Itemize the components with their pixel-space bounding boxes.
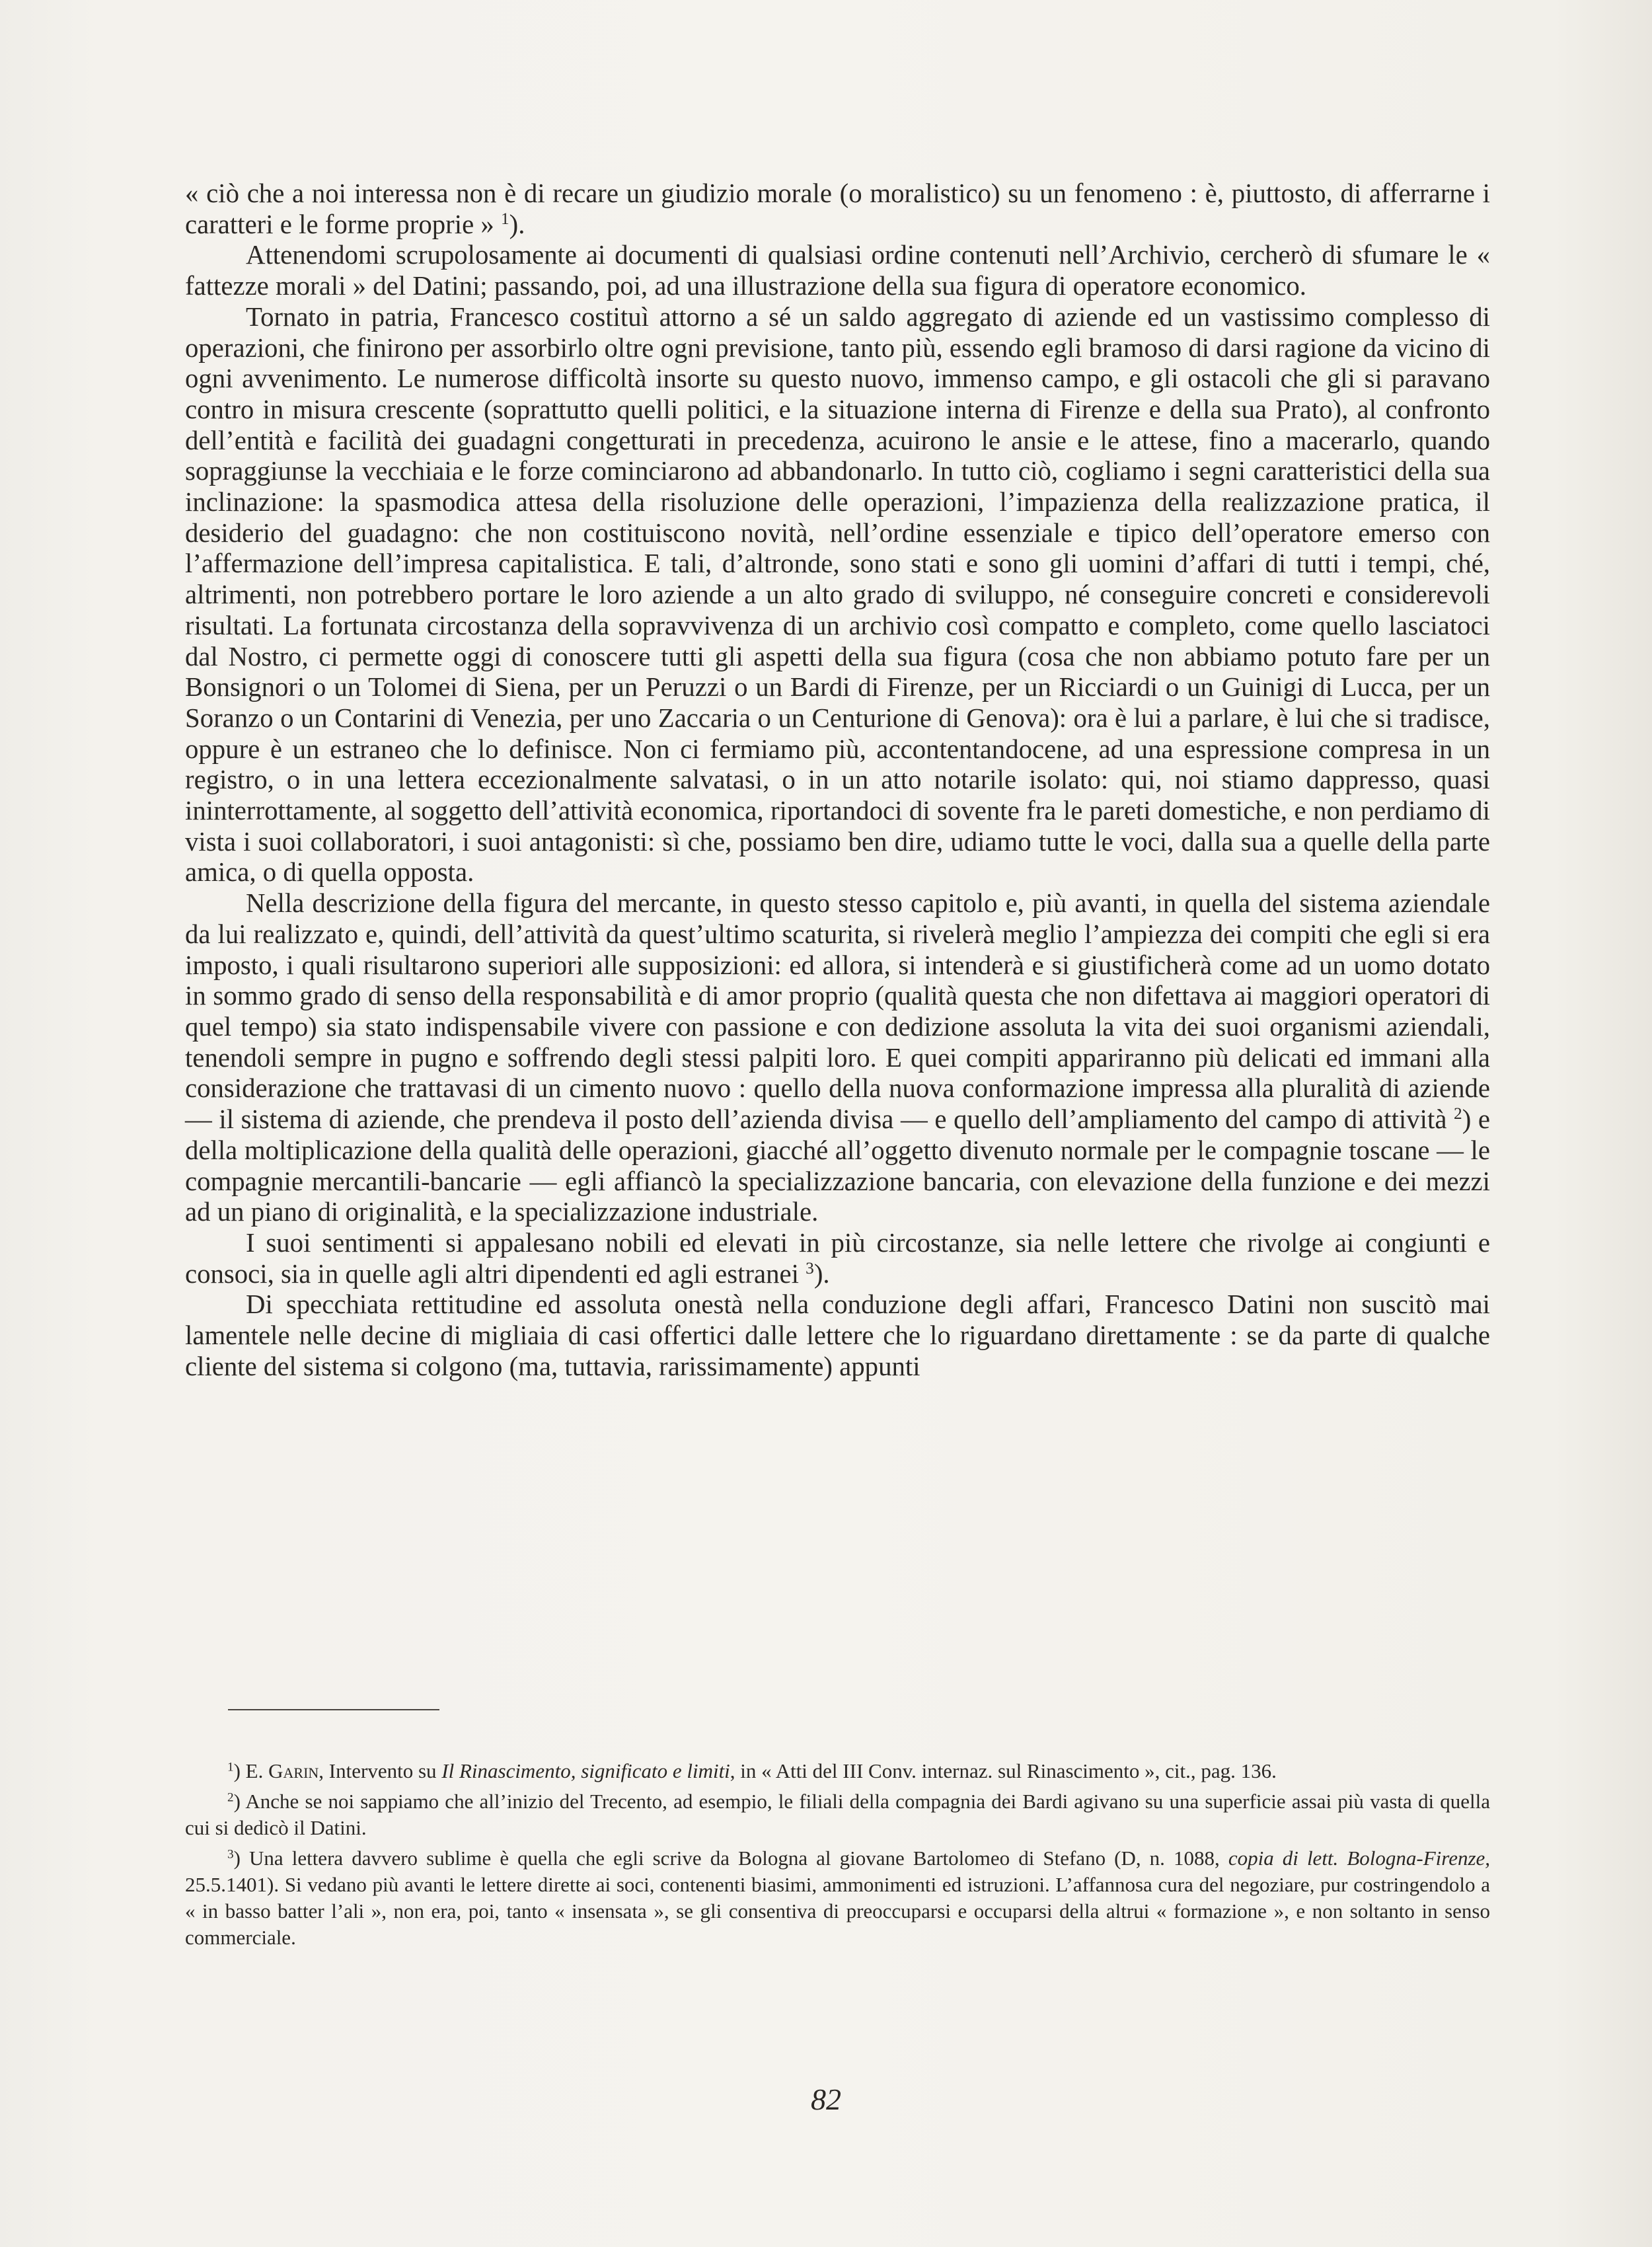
main-text: [185, 178, 1490, 1382]
footnote: $^2$) Anche se noi sappiamo che all’inizio del Trecento, ad esempio, le filiali della compagnia dei Bardi agivano su una superficie assai più vasta di quella cui si dedicò il Datini.: [185, 1790, 1490, 1839]
paragraph: Di specchiata rettitudine ed assoluta onestà nella conduzione degli affari, Francesco Datini non suscitò mai lamentele nelle decine di migliaia di casi offertici dalle lettere che lo riguardano direttamente : se da parte di qualche cliente del sistema si colgono (ma, tuttavia, rarissimamente) appunti: [185, 1289, 1490, 1381]
footnote-ref: 2: [1454, 1104, 1462, 1124]
footnotes: [185, 1758, 1490, 1955]
paragraph: Attenendomi scrupolosamente ai documenti di qualsiasi ordine contenuti nell’Archivio, cercherò di sfumare le « fattezze morali » del Datini; passando, poi, ad una illustrazione della sua figura di operatore economico.: [185, 240, 1490, 301]
footnote-divider: [228, 1709, 439, 1710]
footnote-ref: 3: [806, 1258, 814, 1277]
paragraph: I suoi sentimenti si appalesano nobili ed elevati in più circostanze, sia nelle lettere che rivolge ai congiunti e consoci, sia in quelle agli altri dipendenti ed agli estranei $^3$).: [185, 1227, 1490, 1289]
footnote-ref: 1: [500, 209, 509, 228]
paragraph: Nella descrizione della figura del mercante, in questo stesso capitolo e, più avanti, in quella del sistema aziendale da lui realizzato e, quindi, dell’attività da quest’ultimo scaturita, si rivelerà meglio l’ampiezza dei compiti che egli si era imposto, i quali risultarono superiori alle supposizioni: ed allora, si intenderà e si giustificherà come ad un uomo dotato in sommo grado di senso della responsabilità e di amor proprio (qualità questa che non difettava ai maggiori operatori di quel tempo) sia stato indispensabile vivere con passione e con dedizione assoluta la vita dei suoi organismi aziendali, tenendoli sempre in pugno e soffrendo degli stessi palpiti loro. E quei compiti appariranno più delicati ed immani alla considerazione che trattavasi di un cimento nuovo : quello della nuova conformazione impressa alla pluralità di aziende — il sistema di aziende, che prendeva il posto dell’azienda divisa — e quello dell’ampliamento del campo di attività $^2$) e della moltiplicazione della qualità delle operazioni, giacché all’oggetto divenuto normale per le compagnie toscane — le compagnie mercantili-bancarie — egli affiancò la specializzazione bancaria, con elevazione della funzione e dei mezzi ad un piano di originalità, e la specializzazione industriale.: [185, 888, 1490, 1227]
page-number: 82: [811, 2082, 841, 2116]
paragraph: Tornato in patria, Francesco costituì attorno a sé un saldo aggregato di aziende ed un vastissimo complesso di operazioni, che finirono per assorbirlo oltre ogni previsione, tanto più, essendo egli bramoso di darsi ragione da vicino di ogni avvenimento. Le numerose difficoltà insorte su questo nuovo, immenso campo, e gli ostacoli che gli si paravano contro in misura crescente (soprattutto quelli politici, e la situazione interna di Firenze e della sua Prato), al confronto dell’entità e facilità dei guadagni congetturati in precedenza, acuirono le ansie e le attese, fino a macerarlo, quando sopraggiunse la vecchiaia e le forze cominciarono ad abbandonarlo. In tutto ciò, cogliamo i segni caratteristici della sua inclinazione: la spasmodica attesa della risoluzione delle operazioni, l’impazienza della realizzazione pratica, il desiderio del guadagno: che non costituiscono novità, nell’ordine essenziale e tipico dell’operatore emerso con l’affermazione dell’impresa capitalistica. E tali, d’altronde, sono stati e sono gli uomini d’affari di tutti i tempi, ché, altrimenti, non potrebbero portare le loro aziende a un alto grado di sviluppo, né conseguire concreti e considerevoli risultati. La fortunata circostanza della sopravvivenza di un archivio così compatto e completo, come quello lasciatoci dal Nostro, ci permette oggi di conoscere tutti gli aspetti della sua figura (cosa che non abbiamo potuto fare per un Bonsignori o un Tolomei di Siena, per un Peruzzi o un Bardi di Firenze, per un Ricciardi o un Guinigi di Lucca, per un Soranzo o un Contarini di Venezia, per uno Zaccaria o un Centurione di Genova): ora è lui a parlare, è lui che si tradisce, oppure è un estraneo che lo definisce. Non ci fermiamo più, accontentandocene, ad una espressione compresa in un registro, o in una lettera eccezionalmente salvatasi, o in un atto notarile isolato: qui, noi stiamo dappresso, quasi ininterrottamente, al soggetto dell’attività economica, riportandoci di sovente fra le pareti domestiche, e non perdiamo di vista i suoi collaboratori, i suoi antagonisti: sì che, possiamo ben dire, udiamo tutte le voci, dalla sua a quelle della parte amica, o di quella opposta.: [185, 301, 1490, 888]
footnote: $^1$) E. Garin, Intervento su Il Rinascimento, significato e limiti, in « Atti del III Conv. internaz. sul Rinascimento », cit., pag. 136.: [227, 1759, 1277, 1782]
paragraph: « ciò che a noi interessa non è di recare un giudizio morale (o moralistico) su un fenomeno : è, piuttosto, di afferrarne i caratteri e le forme proprie » $^1$).: [185, 178, 1490, 239]
footnote: $^3$) Una lettera davvero sublime è quella che egli scrive da Bologna al giovane Bartolomeo di Stefano (D, n. 1088, copia di lett. Bologna-Firenze, 25.5.1401). Si vedano più avanti le lettere dirette ai soci, contenenti biasimi, ammonimenti ed istruzioni. L’affannosa cura del negoziare, pur costringendolo a « in basso batter l’ali », non era, poi, tanto « insensata », se gli consentiva di preoccuparsi e occuparsi della altrui « formazione », e non soltanto in senso commerciale.: [185, 1847, 1491, 1949]
